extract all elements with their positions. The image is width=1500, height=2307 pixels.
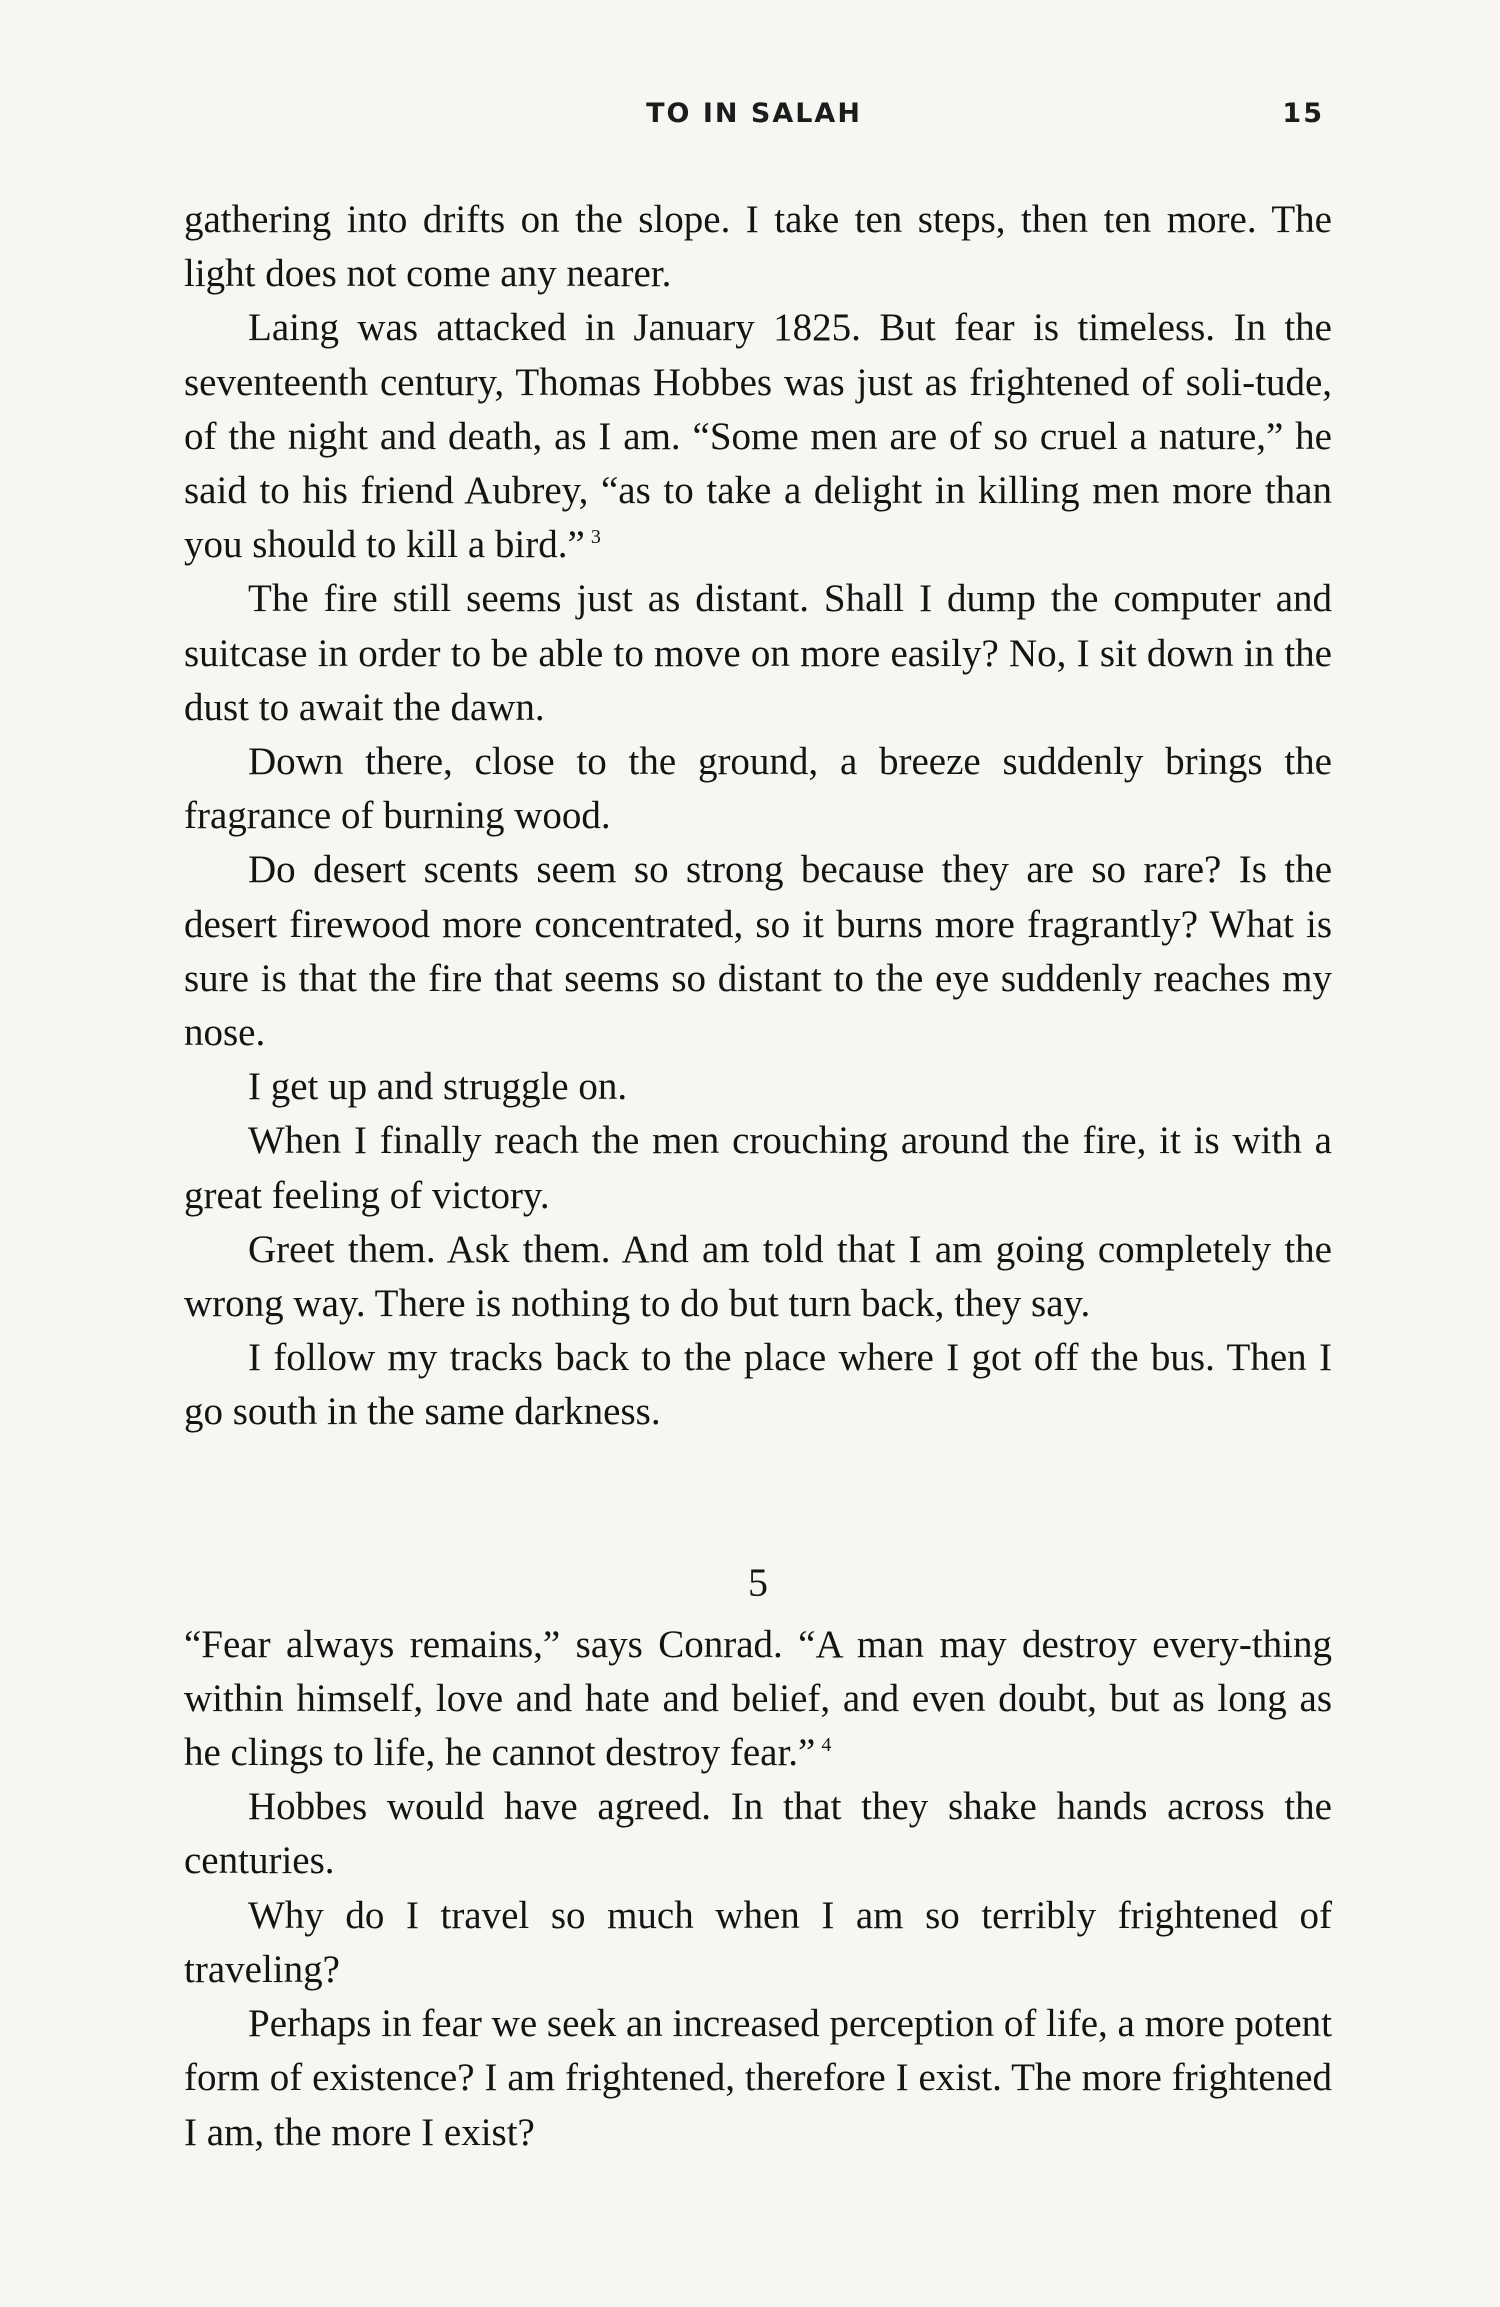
paragraph: Hobbes would have agreed. In that they shake hands across the centuries. (184, 1785, 1332, 1883)
paragraph: I get up and struggle on. (248, 1065, 628, 1109)
chapter-title: TO IN SALAH (646, 98, 862, 129)
paragraph: When I finally reach the men crouching around the fire, it is with a great feeling of victory. (184, 1119, 1332, 1217)
paragraph-text: “Fear always remains,” says Conrad. “A man may destroy every-thing within himself, love and hate and belief, and even doubt, but as long as he clings to life, he cannot destroy fear.” (184, 1622, 1332, 1775)
paragraph: The fire still seems just as distant. Shall I dump the computer and suitcase in order to be able to move on more easily? No, I sit down in the dust to await the dawn. (184, 577, 1332, 729)
paragraph (184, 301, 1332, 572)
paragraph: Do desert scents seem so strong because they are so rare? Is the desert firewood more concentrated, so it burns more fragrantly? What is sure is that the fire that seems so distant to the eye suddenly reaches my nose. (184, 848, 1332, 1055)
paragraph: Down there, close to the ground, a breeze suddenly brings the fragrance of burning wood. (184, 740, 1332, 838)
page-number: 15 (1282, 98, 1324, 129)
paragraph: Perhaps in fear we seek an increased perception of life, a more potent form of existence? I am frightened, therefore I exist. The more frightened I am, the more I exist? (184, 2002, 1332, 2154)
paragraph: gathering into drifts on the slope. I take ten steps, then ten more. The light does not come any nearer. (184, 198, 1332, 296)
paragraph: Why do I travel so much when I am so terribly frightened of traveling? (184, 1893, 1332, 1991)
paragraph: Greet them. Ask them. And am told that I am going completely the wrong way. There is nothing to do but turn back, they say. (184, 1227, 1332, 1326)
paragraph-text: Laing was attacked in January 1825. But fear is timeless. In the seventeenth century, Thomas Hobbes was just as frightened of soli-tude, of the night and death, as I am. “Some men are of so cruel a nature,” he said to his friend Aubrey, “as to take a delight in killing men more than you should to kill a bird.” (184, 306, 1332, 567)
body-text (184, 193, 1332, 2160)
paragraph: I follow my tracks back to the place where I got off the bus. Then I go south in the same darkness. (184, 1336, 1332, 1434)
footnote-ref: 3 (590, 526, 601, 549)
section-number: 5 (748, 1559, 768, 1605)
running-head (184, 98, 1324, 138)
footnote-ref: 4 (821, 1734, 832, 1757)
paragraph (184, 1618, 1332, 1781)
